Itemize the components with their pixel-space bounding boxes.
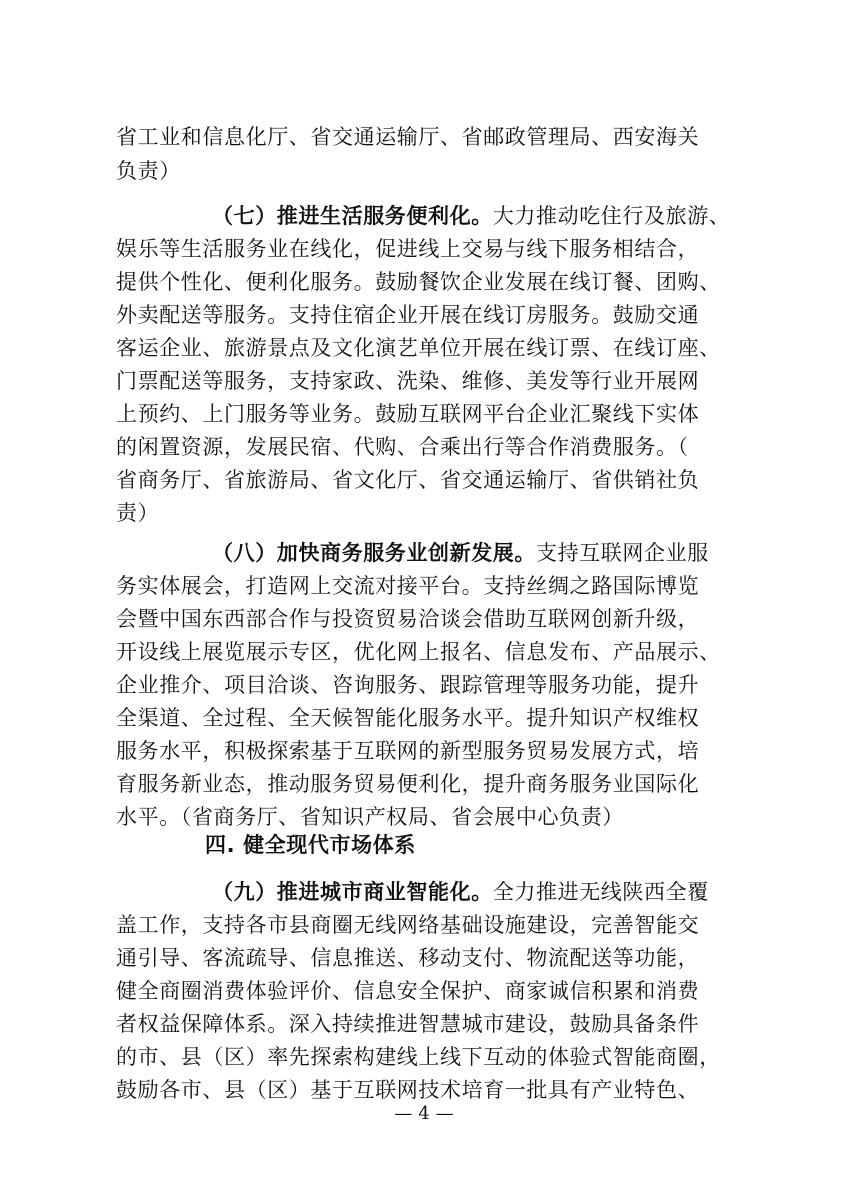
paragraph-line: 鼓励各市、县（区）基于互联网技术培育一批具有产业特色、 [116, 1078, 700, 1102]
paragraph-line: 提供个性化、便利化服务。鼓励餐饮企业发展在线订餐、团购、 [116, 270, 721, 294]
page-number: — 4 — [394, 1103, 454, 1124]
paragraph-line: 会暨中国东西部合作与投资贸易洽谈会借助互联网创新升级， [116, 607, 700, 631]
paragraph-line: 的闲置资源，发展民宿、代购、合乘出行等合作消费服务。（ [116, 435, 689, 459]
section-9-first-line [212, 876, 756, 908]
section-7-heading: （七）推进生活服务便利化。 [212, 203, 493, 228]
paragraph-line: 上预约、上门服务等业务。鼓励互联网平台企业汇聚线下实体 [116, 402, 700, 426]
section-8-heading: （八）加快商务服务业创新发展。 [212, 540, 536, 565]
paragraph-line: 者权益保障体系。深入持续推进智慧城市建设，鼓励具备条件 [116, 1012, 700, 1036]
paragraph-line: 省商务厅、省旅游局、省文化厅、省交通运输厅、省供销社负 [116, 468, 700, 492]
paragraph-line: 全渠道、全过程、全天候智能化服务水平。提升知识产权维权 [116, 706, 700, 730]
paragraph-line: 盖工作，支持各市县商圈无线网络基础设施建设，完善智能交 [116, 913, 700, 937]
section-4-heading: 四. 健全现代市场体系 [205, 833, 416, 857]
paragraph-line: 的市、县（区）率先探索构建线上线下互动的体验式智能商圈， [116, 1045, 721, 1069]
paragraph-line: 开设线上展览展示专区，优化网上报名、信息发布、产品展示、 [116, 640, 721, 664]
paragraph-line: 服务水平，积极探索基于互联网的新型服务贸易发展方式，培 [116, 739, 700, 763]
paragraph-line: 省工业和信息化厅、省交通运输厅、省邮政管理局、西安海关 [116, 125, 700, 149]
section-8-first-line [212, 537, 756, 569]
section-8-lead: 支持互联网企业服 [536, 541, 709, 565]
paragraph-line: 通引导、客流疏导、信息推送、移动支付、物流配送等功能， [116, 946, 700, 970]
paragraph-line: 健全商圈消费体验评价、信息安全保护、商家诚信积累和消费 [116, 979, 700, 1003]
paragraph-line: 客运企业、旅游景点及文化演艺单位开展在线订票、在线订座、 [116, 336, 721, 360]
paragraph-line: 娱乐等生活服务业在线化，促进线上交易与线下服务相结合， [116, 237, 700, 261]
section-7-first-line [212, 200, 756, 232]
section-9-heading: （九）推进城市商业智能化。 [212, 879, 493, 904]
paragraph-line: 外卖配送等服务。支持住宿企业开展在线订房服务。鼓励交通 [116, 303, 700, 327]
paragraph-line: 门票配送等服务，支持家政、洗染、维修、美发等行业开展网 [116, 369, 700, 393]
paragraph-line: 责） [116, 501, 160, 525]
paragraph-line: 负责） [116, 159, 181, 183]
section-9-lead: 全力推进无线陕西全覆 [492, 880, 709, 904]
paragraph-line: 务实体展会，打造网上交流对接平台。支持丝绸之路国际博览 [116, 574, 700, 598]
paragraph-line: 水平。（省商务厅、省知识产权局、省会展中心负责） [116, 805, 624, 829]
section-7-lead: 大力推动吃住行及旅游、 [492, 204, 731, 228]
paragraph-line: 企业推介、项目洽谈、咨询服务、跟踪管理等服务功能，提升 [116, 673, 700, 697]
paragraph-line: 育服务新业态，推动服务贸易便利化，提升商务服务业国际化 [116, 772, 700, 796]
